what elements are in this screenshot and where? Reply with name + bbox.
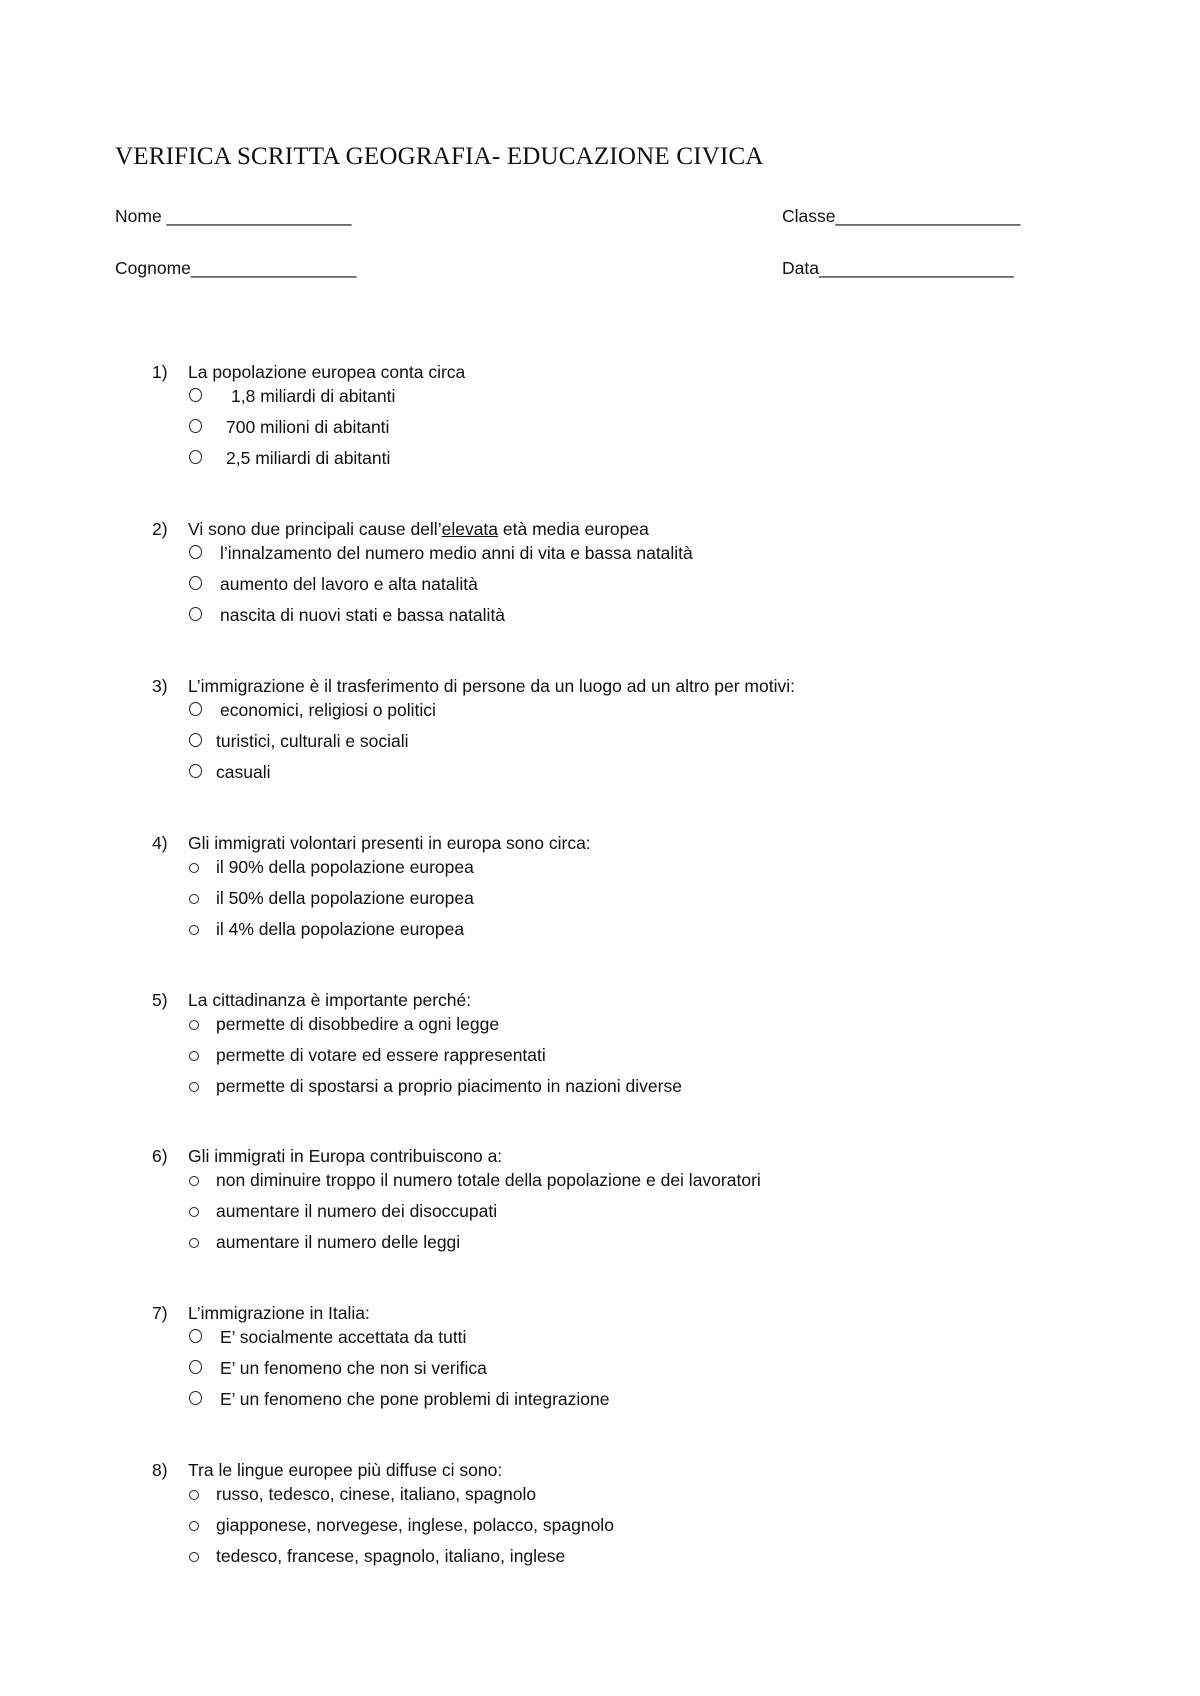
answer-option[interactable] [0,1232,1200,1263]
answer-option[interactable] [0,731,1200,762]
option-label: il 50% della popolazione europea [216,888,474,908]
question-number: 2) [152,519,168,539]
option-label: nascita di nuovi stati e bassa natalità [220,605,506,625]
question-number: 6) [152,1146,168,1166]
checkbox-circle-icon[interactable] [189,1051,199,1061]
question-text: Gli immigrati in Europa contribuiscono a: [188,1146,503,1166]
option-label: E’ un fenomeno che pone problemi di integrazione [220,1389,610,1409]
option-label: casuali [216,762,271,782]
option-label: tedesco, francese, spagnolo, italiano, inglese [216,1546,566,1566]
option-label: aumentare il numero delle leggi [216,1232,461,1252]
question-text: Tra le lingue europee più diffuse ci sono: [188,1460,503,1480]
question-text-start: Vi sono due principali cause dell’ [188,519,442,539]
question-text: Gli immigrati volontari presenti in europa sono circa: [188,833,591,853]
question-text [188,519,649,540]
question-6 [0,1146,1200,1263]
option-label: aumentare il numero dei disoccupati [216,1201,498,1221]
question-number: 1) [152,362,168,382]
question-number: 7) [152,1303,168,1323]
question-4 [0,833,1200,950]
option-label: giapponese, norvegese, inglese, polacco, spagnolo [216,1515,614,1535]
question-text: La popolazione europea conta circa [188,362,466,382]
classe-field[interactable]: Classe___________________ [782,206,1021,226]
radio-circle-icon[interactable] [189,576,202,590]
question-text-end: età media europea [498,519,649,539]
checkbox-circle-icon[interactable] [189,894,199,904]
question-number: 3) [152,676,168,696]
option-label: permette di spostarsi a proprio piacimento in nazioni diverse [216,1076,682,1096]
answer-option[interactable] [0,1546,1200,1577]
option-label: l’innalzamento del numero medio anni di vita e bassa natalità [220,543,693,563]
answer-option[interactable] [0,574,1200,605]
question-2 [0,519,1200,636]
answer-option[interactable] [0,605,1200,636]
question-1 [0,362,1200,479]
answer-option[interactable] [0,1076,1200,1107]
checkbox-circle-icon[interactable] [189,925,199,935]
checkbox-circle-icon[interactable] [189,1552,199,1562]
answer-option[interactable] [0,417,1200,448]
answer-option[interactable] [0,1045,1200,1076]
answer-option[interactable] [0,448,1200,479]
question-text: L’immigrazione è il trasferimento di persone da un luogo ad un altro per motivi: [188,676,795,696]
checkbox-circle-icon[interactable] [189,863,199,873]
data-field[interactable]: Data____________________ [782,258,1014,278]
radio-circle-icon[interactable] [189,1329,202,1343]
answer-option[interactable] [0,1515,1200,1546]
question-number: 4) [152,833,168,853]
radio-circle-icon[interactable] [189,733,202,747]
option-label: russo, tedesco, cinese, italiano, spagnolo [216,1484,537,1504]
question-8 [0,1460,1200,1577]
radio-circle-icon[interactable] [189,1391,202,1405]
radio-circle-icon[interactable] [189,1360,202,1374]
option-label: permette di votare ed essere rappresentati [216,1045,546,1065]
answer-option[interactable] [0,1389,1200,1420]
answer-option[interactable] [0,386,1200,417]
option-label: aumento del lavoro e alta natalità [220,574,478,594]
answer-option[interactable] [0,543,1200,574]
option-label: economici, religiosi o politici [220,700,436,720]
question-number: 5) [152,990,168,1010]
answer-option[interactable] [0,919,1200,950]
answer-option[interactable] [0,888,1200,919]
option-label: 700 milioni di abitanti [226,417,390,437]
checkbox-circle-icon[interactable] [189,1020,199,1030]
checkbox-circle-icon[interactable] [189,1176,199,1186]
option-label: permette di disobbedire a ogni legge [216,1014,500,1034]
option-label: E’ un fenomeno che non si verifica [220,1358,487,1378]
underlined-word: elevata [441,519,499,539]
radio-circle-icon[interactable] [189,764,202,778]
option-label: il 90% della popolazione europea [216,857,474,877]
checkbox-circle-icon[interactable] [189,1490,199,1500]
checkbox-circle-icon[interactable] [189,1207,199,1217]
answer-option[interactable] [0,1327,1200,1358]
radio-circle-icon[interactable] [189,702,202,716]
cognome-field[interactable]: Cognome_________________ [115,258,357,278]
question-7 [0,1303,1200,1420]
checkbox-circle-icon[interactable] [189,1238,199,1248]
document-title: VERIFICA SCRITTA GEOGRAFIA- EDUCAZIONE CIVICA [115,143,764,170]
option-label: 1,8 miliardi di abitanti [231,386,396,406]
option-label: il 4% della popolazione europea [216,919,465,939]
answer-option[interactable] [0,1170,1200,1201]
question-text: La cittadinanza è importante perché: [188,990,472,1010]
answer-option[interactable] [0,857,1200,888]
answer-option[interactable] [0,700,1200,731]
radio-circle-icon[interactable] [189,388,202,402]
question-text: L’immigrazione in Italia: [188,1303,370,1323]
option-label: turistici, culturali e sociali [216,731,409,751]
checkbox-circle-icon[interactable] [189,1082,199,1092]
option-label: non diminuire troppo il numero totale della popolazione e dei lavoratori [216,1170,761,1190]
answer-option[interactable] [0,1358,1200,1389]
radio-circle-icon[interactable] [189,419,202,433]
checkbox-circle-icon[interactable] [189,1521,199,1531]
answer-option[interactable] [0,1201,1200,1232]
radio-circle-icon[interactable] [189,545,202,559]
radio-circle-icon[interactable] [189,450,202,464]
question-3 [0,676,1200,793]
nome-field[interactable]: Nome ___________________ [115,206,352,226]
answer-option[interactable] [0,1484,1200,1515]
option-label: 2,5 miliardi di abitanti [226,448,391,468]
question-number: 8) [152,1460,168,1480]
question-5 [0,990,1200,1107]
option-label: E’ socialmente accettata da tutti [220,1327,467,1347]
answer-option[interactable] [0,1014,1200,1045]
radio-circle-icon[interactable] [189,607,202,621]
answer-option[interactable] [0,762,1200,793]
